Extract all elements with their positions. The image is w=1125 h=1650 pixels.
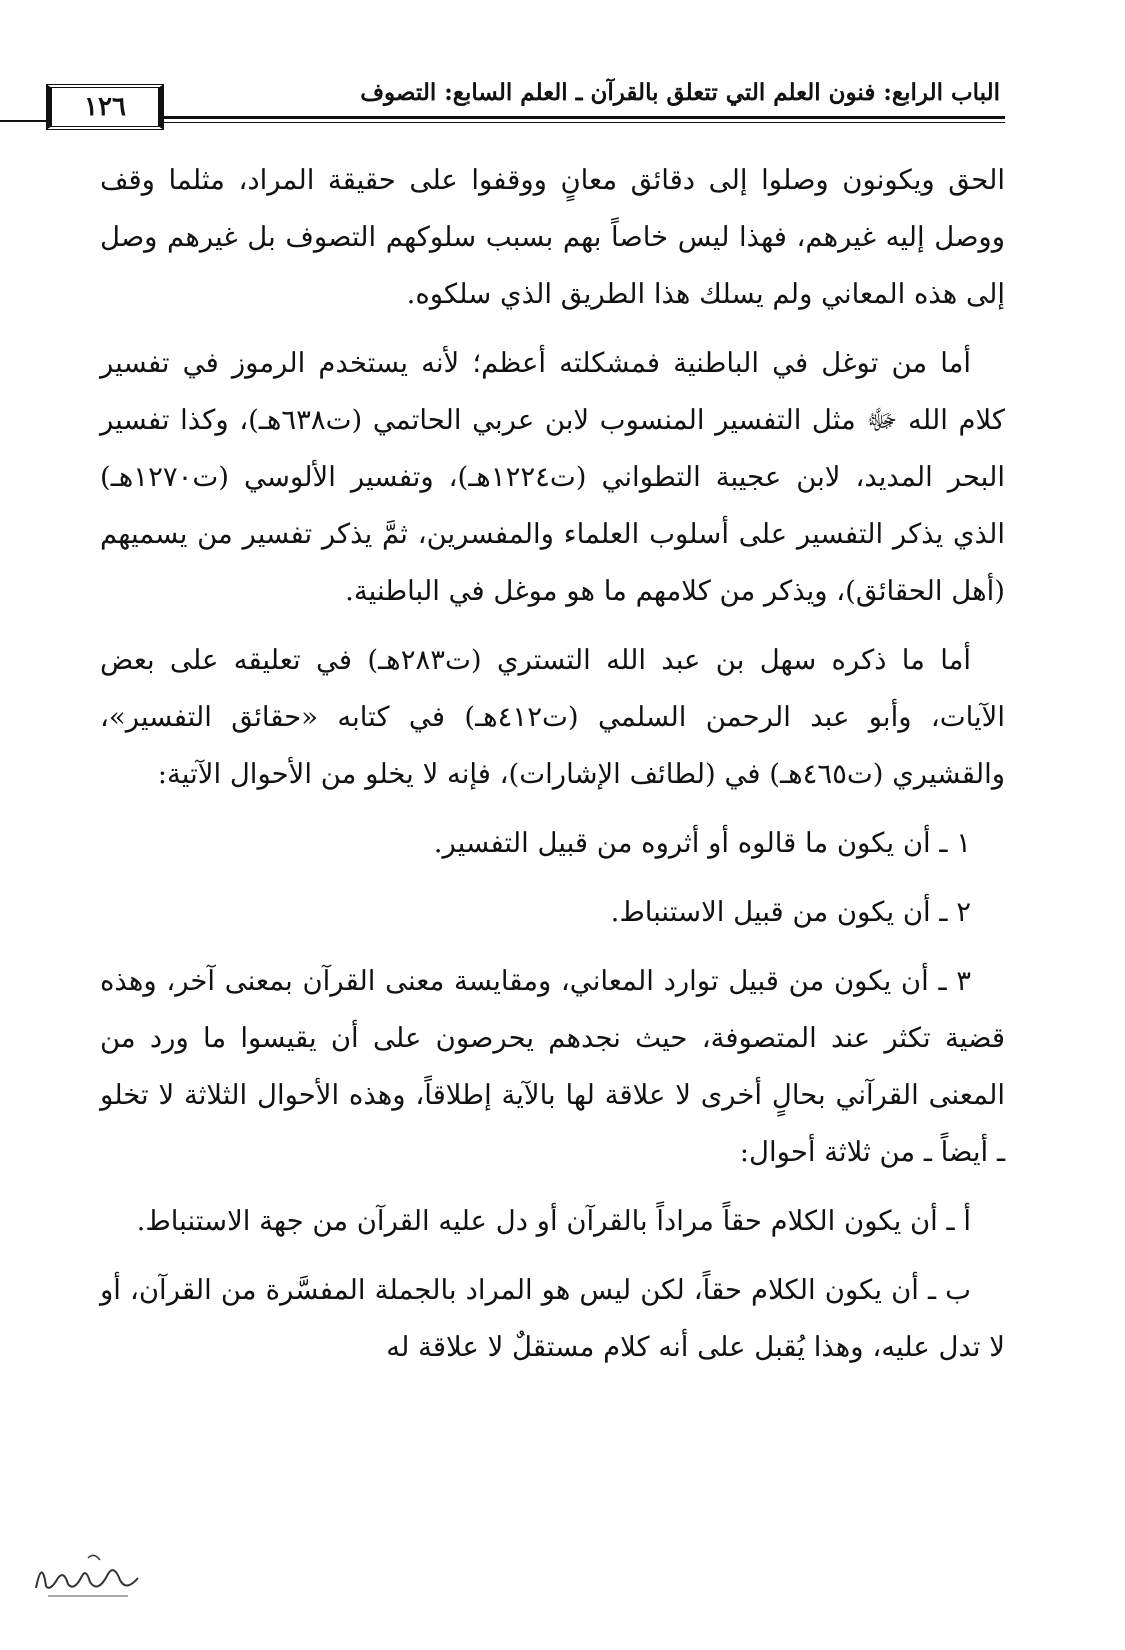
body-text — [100, 152, 1005, 1388]
paragraph-batiniyya: أما من توغل في الباطنية فمشكلته أعظم؛ لأنه يستخدم الرموز في تفسير كلام الله ﷻ مثل التفسير المنسوب لابن عربي الحاتمي (ت٦٣٨هـ)، وكذا تفسير البحر المديد، لابن عجيبة التطواني (ت١٢٢٤هـ)، وتفسير الألوسي (ت١٢٧٠هـ) الذي يذكر التفسير على أسلوب العلماء والمفسرين، ثمَّ يذكر تفسير من يسميهم (أهل الحقائق)، ويذكر من كلامهم ما هو موغل في الباطنية. — [100, 347, 1005, 607]
signature-mark — [28, 1548, 148, 1608]
sub-item-a: أ ـ أن يكون الكلام حقاً مراداً بالقرآن أو دل عليه القرآن من جهة الاستنباط. — [136, 1205, 971, 1237]
list-item-2: ٢ ـ أن يكون من قبيل الاستنباط. — [610, 896, 971, 928]
header-rule-thick — [100, 116, 1005, 119]
paragraph-continuation: الحق ويكونون وصلوا إلى دقائق معانٍ ووقفوا على حقيقة المراد، مثلما وقف ووصل إليه غيرهم، فهذا ليس خاصاً بهم بسبب سلوكهم التصوف بل غيرهم وصل إلى هذه المعاني ولم يسلك هذا الطريق الذي سلكوه. — [100, 164, 1005, 310]
running-header-title: الباب الرابع: فنون العلم التي تتعلق بالقرآن ـ العلم السابع: التصوف — [360, 79, 1000, 106]
list-item-1: ١ ـ أن يكون ما قالوه أو أثروه من قبيل التفسير. — [433, 827, 971, 859]
sub-item-b: ب ـ أن يكون الكلام حقاً، لكن ليس هو المراد بالجملة المفسَّرة من القرآن، أو لا تدل عليه، وهذا يُقبل على أنه كلام مستقلٌ لا علاقة له — [100, 1274, 1005, 1363]
list-item-3: ٣ ـ أن يكون من قبيل توارد المعاني، ومقايسة معنى القرآن بمعنى آخر، وهذه قضية تكثر عند المتصوفة، حيث نجدهم يحرصون على أن يقيسوا ما ورد من المعنى القرآني بحالٍ أخرى لا علاقة لها بالآية إطلاقاً، وهذه الأحوال الثلاثة لا تخلو ـ أيضاً ـ من ثلاثة أحوال: — [100, 965, 1005, 1168]
paragraph-tustari: أما ما ذكره سهل بن عبد الله التستري (ت٢٨٣هـ) في تعليقه على بعض الآيات، وأبو عبد الرحمن السلمي (ت٤١٢هـ) في كتابه «حقائق التفسير»، والقشيري (ت٤٦٥هـ) في (لطائف الإشارات)، فإنه لا يخلو من الأحوال الآتية: — [100, 644, 1005, 790]
header-rule-left — [0, 120, 46, 122]
header-rule-thin — [100, 122, 1005, 123]
page-number: ١٢٦ — [46, 84, 164, 130]
